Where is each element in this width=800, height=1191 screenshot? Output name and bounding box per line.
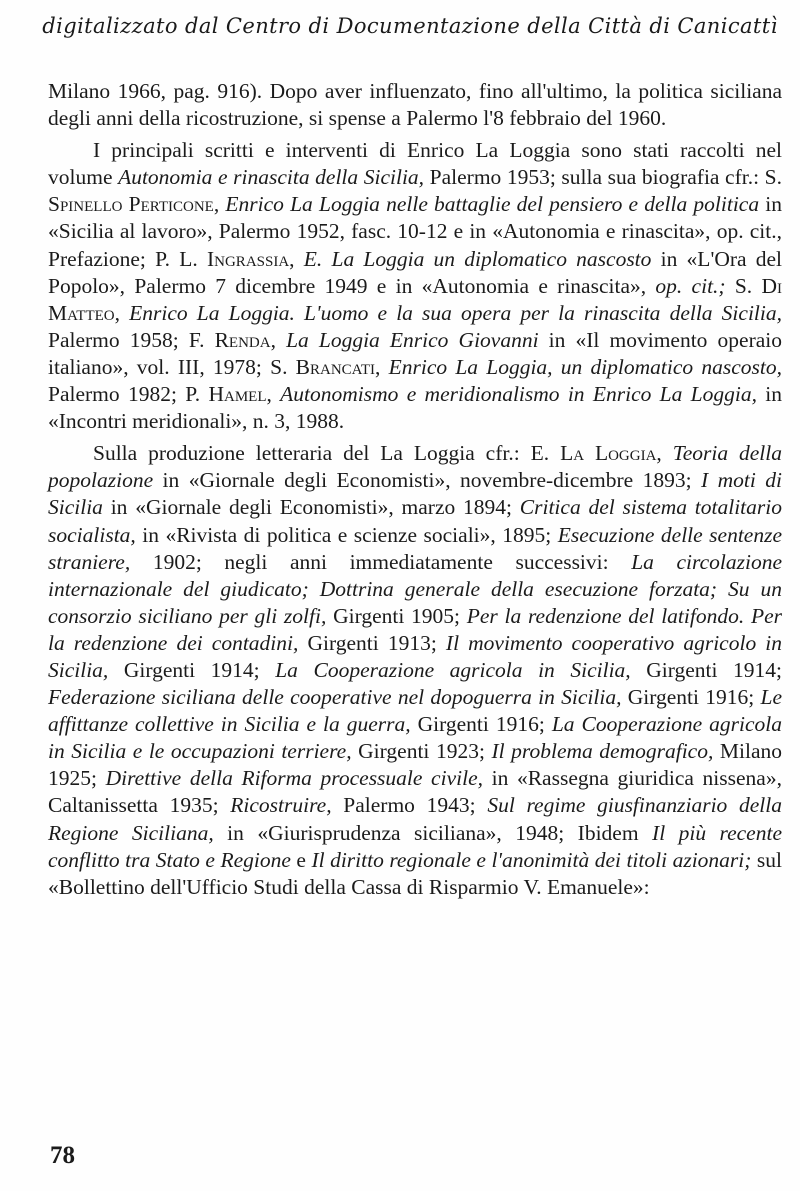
paragraph <box>48 440 782 901</box>
text-run: Palermo 1982; P. <box>48 382 209 407</box>
text-run: in «L'Ora del Popolo», Palermo 7 dicembre 1949 e in «Autonomia e rinascita», <box>48 246 783 298</box>
italic-title: La circolazione internazionale del giudicato; Dottrina generale della esecuzione forzata; Su un consorzio siciliano per gli zolfi, <box>48 549 782 628</box>
italic-title: Per la redenzione del latifondo. Per la redenzione dei contadini, <box>48 603 782 655</box>
body-text <box>48 78 782 906</box>
italic-title: Il diritto regionale e l'anonimità dei titoli azionari; <box>311 847 752 872</box>
text-run: Palermo 1943; <box>331 793 488 818</box>
text-run: Girgenti 1913; <box>298 630 446 655</box>
author-name: Ingrassia <box>206 246 290 271</box>
text-run: Girgenti 1914; <box>108 657 276 682</box>
italic-title: Autonomismo e meridionalismo in Enrico La Loggia, <box>280 382 757 407</box>
italic-title: I moti di Sicilia <box>48 468 782 520</box>
author-name: Di Matteo <box>48 273 782 325</box>
paragraph <box>48 137 782 435</box>
italic-title: Ricostruire, <box>230 793 332 818</box>
text-run: Milano 1966, pag. 916). Dopo aver influenzato, fino all'ultimo, la politica siciliana degli anni della ricostruzione, si spense a Palermo l'8 febbraio del 1960. <box>48 79 782 131</box>
text-run: 1902; negli anni immediatamente successivi: <box>130 549 632 574</box>
text-run: Girgenti 1916; <box>410 712 552 737</box>
italic-title: Sul regime giusfinanziario della Regione Siciliana, <box>48 793 783 845</box>
italic-title: Enrico La Loggia. L'uomo e la sua opera per la rinascita della Sicilia, <box>129 300 782 325</box>
text-run: Girgenti 1905; <box>326 603 467 628</box>
text-run: Girgenti 1914; <box>630 657 783 682</box>
page-number: 78 <box>50 1142 75 1169</box>
text-run: , <box>266 382 281 407</box>
italic-title: E. La Loggia un diplomatico nascosto <box>303 246 652 271</box>
italic-title: Il problema demografico, <box>491 739 714 764</box>
author-name: Brancati <box>295 354 375 379</box>
text-run: in «Giurisprudenza siciliana», 1948; Ibidem <box>213 820 653 845</box>
italic-title: La Cooperazione agricola in Sicilia, <box>275 657 631 682</box>
text-run: , <box>270 327 287 352</box>
text-run: , <box>289 246 304 271</box>
text-run: S. <box>725 273 762 298</box>
text-run: Palermo 1953; sulla sua biografia cfr.: S. <box>424 165 782 190</box>
text-run: e <box>290 847 312 872</box>
italic-title: Critica del sistema totalitario socialista, <box>48 495 782 547</box>
italic-title: Enrico La Loggia nelle battaglie del pensiero e della politica <box>225 192 760 217</box>
text-run: in «Rassegna giuridica nissena», Caltanissetta 1935; <box>48 766 782 818</box>
italic-title: Direttive della Riforma processuale civile, <box>105 766 483 791</box>
text-run: Palermo 1958; F. <box>48 327 215 352</box>
text-run: Girgenti 1916; <box>621 685 761 710</box>
author-name: Hamel <box>208 382 267 407</box>
italic-title: Il più recente conflitto tra Stato e Regione <box>48 820 782 872</box>
text-run: in «Rivista di politica e scienze sociali», 1895; <box>135 522 558 547</box>
text-run: Sulla produzione letteraria del La Loggia cfr.: E. <box>93 441 561 466</box>
italic-title: Federazione siciliana delle cooperative nel dopoguerra in Sicilia, <box>48 685 622 710</box>
text-run: in «Giornale degli Economisti», novembre-dicembre 1893; <box>153 468 702 493</box>
italic-title: La Loggia Enrico Giovanni <box>286 327 539 352</box>
text-run: in «Giornale degli Economisti», marzo 1894; <box>102 495 520 520</box>
italic-title: Teoria della popolazione <box>48 441 782 493</box>
text-run: in «Sicilia al lavoro», Palermo 1952, fasc. 10-12 e in «Autonomia e rinascita», op. cit., Prefazione; P. L. <box>48 192 782 271</box>
text-run: , <box>213 192 226 217</box>
italic-title: Autonomia e rinascita della Sicilia, <box>118 165 425 190</box>
author-name: La Loggia <box>560 441 657 466</box>
italic-title: La Cooperazione agricola in Sicilia e le occupazioni terriere, <box>48 712 782 764</box>
text-run: , <box>375 354 389 379</box>
text-run: I principali scritti e interventi di Enrico La Loggia sono stati raccolti nel volume <box>48 138 782 190</box>
paragraph <box>48 78 782 132</box>
text-run: Milano 1925; <box>48 739 783 791</box>
text-run: Girgenti 1923; <box>351 739 492 764</box>
italic-title: Esecuzione delle sentenze straniere, <box>48 522 782 574</box>
italic-title: op. cit.; <box>655 273 726 298</box>
text-run: , <box>656 441 673 466</box>
text-run: sul «Bollettino dell'Ufficio Studi della Cassa di Risparmio V. Emanuele»: <box>48 847 783 899</box>
italic-title: Il movimento cooperativo agricolo in Sicilia, <box>48 630 783 682</box>
text-run: in «Il movimento operaio italiano», vol. III, 1978; S. <box>48 327 783 379</box>
digitization-watermark: digitalizzato dal Centro di Documentazione della Città di Canicattì <box>42 14 778 38</box>
text-run: , <box>114 300 130 325</box>
italic-title: Enrico La Loggia, un diplomatico nascosto, <box>388 354 782 379</box>
italic-title: Le affittanze collettive in Sicilia e la guerra, <box>48 685 782 737</box>
author-name: Spinello Perticone <box>48 192 214 217</box>
author-name: Renda <box>214 327 271 352</box>
text-run: in «Incontri meridionali», n. 3, 1988. <box>48 382 782 434</box>
